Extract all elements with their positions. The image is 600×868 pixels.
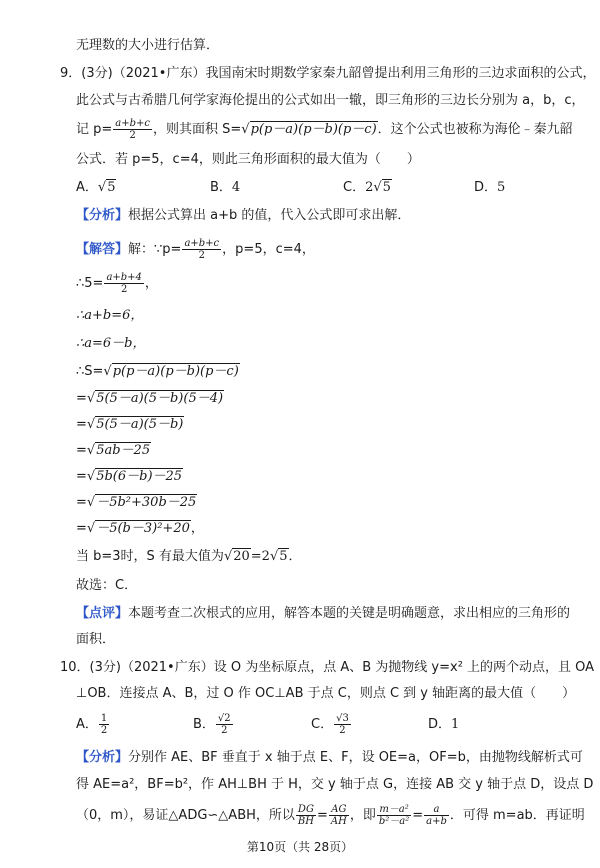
sqrt-icon: √ bbox=[86, 443, 96, 458]
step-text: = bbox=[76, 417, 87, 432]
q9-stem-4: 公式．若 p=5，c=4，则此三角形面积的最大值为（ ） bbox=[76, 152, 420, 167]
q10-option-d bbox=[428, 715, 459, 735]
q9-area-radical bbox=[241, 118, 377, 142]
option-label: B． bbox=[210, 180, 232, 195]
radicand: －5(b－3)²+20 bbox=[96, 521, 190, 536]
option-value: 2 bbox=[365, 180, 374, 195]
radicand: p(p－a)(p－b)(p－c) bbox=[112, 364, 239, 379]
q10-option-b bbox=[193, 711, 234, 739]
frac-denominator: BH bbox=[297, 816, 314, 827]
equals-sign: = bbox=[316, 808, 328, 823]
sqrt-radical bbox=[87, 467, 183, 487]
q9-meta: (3分)（2021•广东） bbox=[81, 66, 206, 81]
sqrt-radical bbox=[87, 415, 184, 435]
frac-numerator: a+b+4 bbox=[106, 272, 142, 283]
q9-step-3: ∴a=6－b， bbox=[76, 336, 146, 351]
q10-analysis-1 bbox=[76, 748, 583, 768]
step-text: = bbox=[76, 495, 87, 510]
sqrt-icon: √ bbox=[86, 391, 96, 406]
sqrt-icon: √ bbox=[103, 364, 112, 379]
step-text: ， bbox=[190, 521, 204, 536]
frac-denominator: 2 bbox=[221, 725, 228, 736]
frac-numerator: DG bbox=[296, 804, 316, 816]
radicand: 5(5－a)(5－b)(5－4) bbox=[96, 391, 224, 406]
sqrt-radical bbox=[103, 362, 239, 382]
q10-stem-2: ⊥OB．连接点 A、B，过 O 作 OC⊥AB 于点 C，则点 C 到 y 轴距离的最大值（ ） bbox=[76, 686, 576, 701]
q9-step-9 bbox=[76, 493, 197, 513]
option-value: 1 bbox=[451, 717, 460, 732]
fraction bbox=[216, 713, 233, 736]
comment-tag: 【点评】 bbox=[76, 606, 129, 621]
frac-numerator: a+b+c bbox=[184, 238, 220, 249]
q9-solution-head bbox=[76, 238, 315, 262]
q10-option-c bbox=[311, 711, 352, 739]
analysis-text: ．可得 m=ab．再证明 bbox=[449, 808, 585, 823]
q9-option-b bbox=[210, 178, 240, 198]
option-label: B． bbox=[193, 717, 215, 732]
radicand: p(p－a)(p－b)(p－c) bbox=[250, 122, 377, 137]
analysis-text: ，即 bbox=[349, 808, 376, 823]
q9-step-7 bbox=[76, 441, 151, 461]
analysis-text: 根据公式算出 a+b 的值，代入公式即可求出解． bbox=[128, 208, 411, 223]
sqrt-radical bbox=[270, 547, 289, 567]
sqrt-radical bbox=[98, 178, 117, 198]
equals-sign: = bbox=[412, 808, 424, 823]
q10-option-a bbox=[76, 711, 110, 739]
fraction bbox=[424, 804, 449, 827]
step-text: = bbox=[76, 521, 87, 536]
step-text: ， bbox=[144, 276, 158, 291]
fraction bbox=[377, 804, 411, 827]
q9-step-1 bbox=[76, 272, 158, 296]
max-text: =2 bbox=[250, 549, 270, 564]
frac-numerator: 1 bbox=[100, 713, 108, 724]
option-label: C． bbox=[311, 717, 334, 732]
q9-step-2: ∴a+b=6， bbox=[76, 308, 144, 323]
analysis-tag: 【分析】 bbox=[76, 208, 129, 223]
sqrt-icon: √ bbox=[269, 549, 279, 564]
analysis-text: 分别作 AE、BF 垂直于 x 轴于点 E、F，设 OE=a，OF=b，由抛物线解析式可 bbox=[128, 750, 583, 765]
q9-option-c bbox=[343, 178, 392, 198]
radicand: 5 bbox=[279, 549, 288, 564]
option-label: A． bbox=[76, 717, 98, 732]
option-label: D． bbox=[428, 717, 452, 732]
frac-numerator: √2 bbox=[217, 713, 231, 724]
sqrt-radical bbox=[224, 547, 251, 567]
q9-step-10 bbox=[76, 519, 204, 539]
frac-numerator: m－a² bbox=[377, 804, 411, 816]
radicand: 5b(6－b)－25 bbox=[96, 469, 183, 484]
q9-p-fraction bbox=[113, 118, 152, 141]
solution-head-a: 解：∵p= bbox=[128, 242, 182, 257]
frac-numerator: a bbox=[424, 804, 449, 816]
analysis-text: （0，m），易证△ADG∽△ABH，所以 bbox=[76, 808, 295, 823]
q10-analysis-3 bbox=[76, 802, 585, 830]
q9-analysis bbox=[76, 206, 410, 226]
fraction bbox=[329, 804, 349, 827]
sqrt-icon: √ bbox=[86, 469, 96, 484]
frac-denominator: AH bbox=[330, 816, 347, 827]
intro-line: 无理数的大小进行估算． bbox=[76, 38, 220, 53]
option-value: 5 bbox=[497, 180, 506, 195]
frac-denominator: 2 bbox=[120, 284, 128, 295]
fraction bbox=[334, 713, 351, 736]
q9-step-4 bbox=[76, 362, 240, 382]
q9-max-line bbox=[76, 547, 302, 567]
max-text: 当 b=3时，S 有最大值为 bbox=[76, 549, 224, 564]
radicand: 5ab－25 bbox=[96, 443, 151, 458]
q9-stem-3a: 记 p= bbox=[76, 122, 113, 137]
q9-option-d bbox=[474, 178, 505, 198]
q10-analysis-2: 得 AE=a²，BF=b²，作 AH⊥BH 于 H，交 y 轴于点 G，连接 AB 交 y 轴于点 D，设点 D bbox=[76, 777, 594, 792]
q9-stem-line-1 bbox=[60, 64, 595, 84]
comment-text: 本题考查二次根式的应用，解答本题的关键是明确题意，求出相应的三角形的 bbox=[128, 606, 571, 621]
sqrt-radical bbox=[87, 441, 151, 461]
frac-denominator: a+b bbox=[426, 816, 447, 827]
fraction bbox=[99, 713, 109, 736]
step-text: = bbox=[76, 443, 87, 458]
q9-stem-2: 此公式与古希腊几何学家海伦提出的公式如出一辙，即三角形的三边长分别为 a，b，c， bbox=[76, 93, 585, 108]
q9-option-a bbox=[76, 178, 116, 198]
sqrt-icon: √ bbox=[241, 122, 250, 137]
q9-stem-1: 我国南宋时期数学家秦九韶曾提出利用三角形的三边求面积的公式， bbox=[205, 66, 596, 81]
sqrt-icon: √ bbox=[86, 521, 96, 536]
fraction bbox=[296, 804, 316, 827]
q9-number: 9． bbox=[60, 66, 82, 81]
sqrt-icon: √ bbox=[97, 180, 107, 195]
step-text: ∴S= bbox=[76, 364, 104, 379]
frac-denominator: b²－a² bbox=[378, 816, 410, 827]
q10-meta: (3分)（2021•广东） bbox=[89, 660, 214, 675]
sqrt-icon: √ bbox=[86, 495, 96, 510]
sqrt-icon: √ bbox=[223, 549, 233, 564]
q10-stem-1: 设 O 为坐标原点，点 A、B 为抛物线 y=x² 上的两个动点，且 OA bbox=[213, 660, 595, 675]
option-label: D． bbox=[474, 180, 498, 195]
solution-tag: 【解答】 bbox=[76, 242, 129, 257]
frac-denominator: 2 bbox=[100, 725, 108, 736]
frac-denominator: 2 bbox=[129, 130, 136, 141]
sqrt-icon: √ bbox=[373, 180, 382, 195]
radicand: 20 bbox=[233, 549, 250, 564]
frac-denominator: 2 bbox=[339, 725, 346, 736]
fraction bbox=[182, 238, 221, 261]
radicand: 5(5－a)(5－b) bbox=[96, 417, 184, 432]
page-footer: 第10页（共 28页） bbox=[246, 840, 354, 854]
frac-numerator: a+b+c bbox=[115, 118, 151, 129]
q9-comment-2: 面积． bbox=[76, 632, 116, 647]
option-label: C． bbox=[343, 180, 366, 195]
sqrt-icon: √ bbox=[86, 417, 96, 432]
analysis-tag: 【分析】 bbox=[76, 750, 129, 765]
step-text: = bbox=[76, 469, 87, 484]
option-value: 4 bbox=[231, 180, 241, 195]
step-text: = bbox=[76, 391, 87, 406]
sqrt-radical bbox=[87, 519, 191, 539]
frac-numerator: √3 bbox=[336, 713, 349, 724]
frac-denominator: 2 bbox=[198, 250, 205, 261]
q9-step-5 bbox=[76, 389, 224, 409]
q10-number: 10． bbox=[60, 660, 90, 675]
fraction bbox=[104, 272, 143, 295]
q10-stem-line-1 bbox=[60, 658, 594, 678]
sqrt-radical bbox=[87, 389, 224, 409]
radicand: 5 bbox=[382, 180, 391, 195]
radicand: －5b²+30b－25 bbox=[96, 495, 197, 510]
sqrt-radical bbox=[87, 493, 197, 513]
q9-stem-3b: ，则其面积 S= bbox=[153, 122, 242, 137]
max-text: ． bbox=[288, 549, 302, 564]
q9-stem-3c: ．这个公式也被称为海伦﹣秦九韶 bbox=[377, 122, 573, 137]
option-label: A． bbox=[76, 180, 98, 195]
step-text: ∴5= bbox=[76, 276, 104, 291]
solution-head-b: ，p=5，c=4， bbox=[222, 242, 315, 257]
frac-numerator: AG bbox=[329, 804, 349, 816]
q9-comment-1 bbox=[76, 604, 570, 624]
sqrt-radical bbox=[373, 178, 392, 198]
radicand: 5 bbox=[107, 180, 116, 195]
q9-stem-line-3 bbox=[76, 118, 573, 142]
q9-choice: 故选：C． bbox=[76, 578, 138, 593]
q9-step-6 bbox=[76, 415, 184, 435]
q9-step-8 bbox=[76, 467, 183, 487]
